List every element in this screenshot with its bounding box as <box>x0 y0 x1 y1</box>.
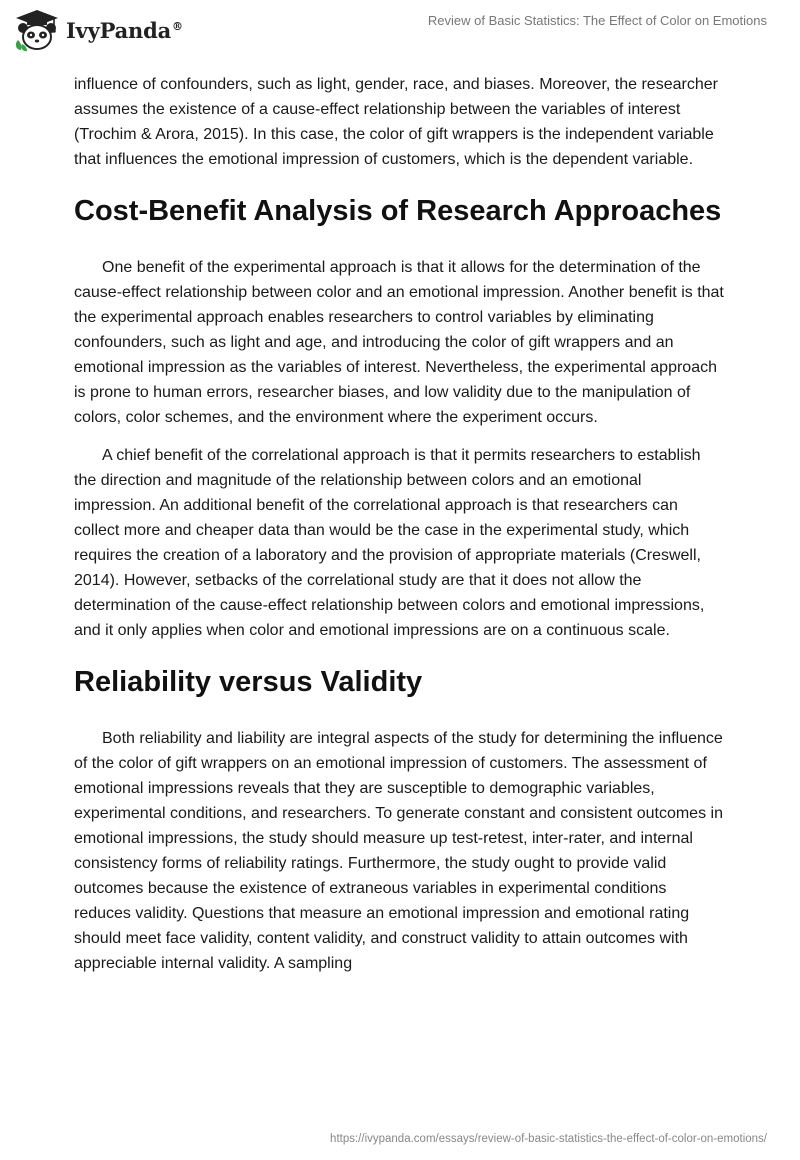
ivypanda-logo[interactable] <box>14 8 183 52</box>
source-url[interactable]: https://ivypanda.com/essays/review-of-basic-statistics-the-effect-of-color-on-emotions/ <box>330 1133 767 1145</box>
paragraph-correlational-approach: A chief benefit of the correlational approach is that it permits researchers to establish the direction and magnitude of the relationship between colors and an emotional impression. An additional benefit of the correlational approach is that researchers can collect more and cheaper data than would be the case in the experimental study, which requires the creation of a laboratory and the provision of appropriate materials (Creswell, 2014). However, setbacks of the correlational study are that it does not allow the determination of the cause-effect relationship between colors and emotional impressions, and it only applies when color and emotional impressions are on a continuous scale. <box>74 447 705 639</box>
paragraph-reliability-validity: Both reliability and liability are integral aspects of the study for determining the influence of the color of gift wrappers on an emotional impression of customers. The assessment of emotional impressions reveals that they are susceptible to demographic variables, experimental conditions, and researchers. To generate constant and consistent outcomes in emotional impressions, the study should measure up test-retest, inter-rater, and internal consistency forms of reliability ratings. Furthermore, the study ought to provide valid outcomes because the existence of extraneous variables in experimental conditions reduces validity. Questions that measure an emotional impression and emotional rating should meet face validity, content validity, and construct validity to attain outcomes with appreciable internal validity. A sampling <box>74 730 723 972</box>
essay-body <box>74 72 724 989</box>
page-header <box>0 0 800 62</box>
section-heading-reliability-validity: Reliability versus Validity <box>74 666 423 698</box>
panda-graduation-cap-icon <box>14 8 60 52</box>
paragraph-continuation: influence of confounders, such as light, gender, race, and biases. Moreover, the researcher assumes the existence of a cause-effect relationship between the variables of interest (Trochim & Arora, 2015). In this case, the color of gift wrappers is the independent variable that influences the emotional impression of customers, which is the dependent variable. <box>74 76 718 168</box>
paragraph-experimental-approach: One benefit of the experimental approach is that it allows for the determination of the cause-effect relationship between color and an emotional impression. Another benefit is that the experimental approach enables researchers to control variables by eliminating confounders, such as light and age, and introducing the color of gift wrappers and an emotional impression as the variables of interest. Nevertheless, the experimental approach is prone to human errors, researcher biases, and low validity due to the manipulation of colors, color schemes, and the environment where the experiment occurs. <box>74 259 724 426</box>
logo-text: IvyPanda® <box>66 17 183 43</box>
section-heading-cost-benefit: Cost-Benefit Analysis of Research Approaches <box>74 195 722 227</box>
document-title: Review of Basic Statistics: The Effect of Color on Emotions <box>427 13 767 28</box>
registered-mark: ® <box>172 19 183 33</box>
